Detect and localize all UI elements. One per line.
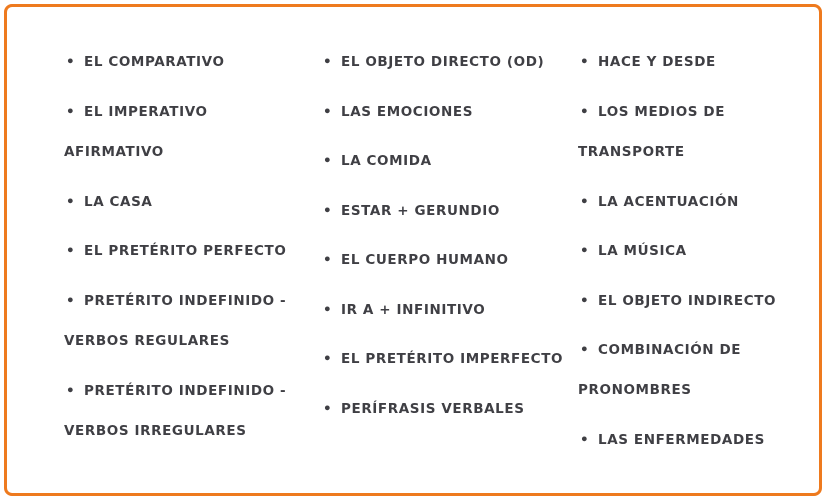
bullet-icon: • (66, 293, 76, 309)
bullet-icon: • (66, 243, 76, 259)
bullet-icon: • (323, 203, 333, 219)
topic-label: HACE Y DESDE (598, 54, 716, 70)
bullet-icon: • (580, 243, 590, 259)
topic-label: EL CUERPO HUMANO (341, 252, 509, 268)
topic-link[interactable] (578, 182, 813, 222)
bullet-icon: • (323, 302, 333, 318)
topic-label: LA MÚSICA (598, 243, 687, 259)
topic-label: EL PRETÉRITO PERFECTO (84, 243, 287, 259)
topics-card (4, 4, 822, 496)
topic-link[interactable] (578, 42, 813, 82)
topic-label: EL OBJETO DIRECTO (OD) (341, 54, 545, 70)
bullet-icon: • (580, 432, 590, 448)
topic-label: EL PRETÉRITO IMPERFECTO (341, 351, 564, 367)
topic-label: COMBINACIÓN DE PRONOMBRES (578, 342, 742, 398)
bullet-icon: • (323, 153, 333, 169)
bullet-icon: • (66, 54, 76, 70)
topic-link[interactable] (321, 339, 566, 379)
topic-link[interactable] (578, 281, 813, 321)
topic-link[interactable] (321, 240, 566, 280)
topic-label: PRETÉRITO INDEFINIDO - VERBOS IRREGULARES (64, 383, 287, 439)
topic-link[interactable] (64, 182, 304, 222)
topic-label: LA CASA (84, 194, 153, 210)
topic-link[interactable] (64, 92, 304, 172)
topic-link[interactable] (64, 42, 304, 82)
topic-label: PERÍFRASIS VERBALES (341, 401, 525, 417)
topic-link[interactable] (64, 281, 304, 361)
bullet-icon: • (580, 293, 590, 309)
bullet-icon: • (323, 401, 333, 417)
bullet-icon: • (66, 383, 76, 399)
topic-link[interactable] (64, 371, 304, 451)
topic-label: EL OBJETO INDIRECTO (598, 293, 777, 309)
bullet-icon: • (323, 252, 333, 268)
topic-label: IR A + INFINITIVO (341, 302, 486, 318)
topic-link[interactable] (321, 42, 566, 82)
bullet-icon: • (323, 54, 333, 70)
topic-link[interactable] (578, 420, 813, 460)
topic-link[interactable] (64, 231, 304, 271)
topic-label: LA ACENTUACIÓN (598, 194, 739, 210)
topic-label: LAS ENFERMEDADES (598, 432, 765, 448)
topic-link[interactable] (321, 92, 566, 132)
topic-label: PRETÉRITO INDEFINIDO - VERBOS REGULARES (64, 293, 287, 349)
bullet-icon: • (580, 54, 590, 70)
topic-label: EL IMPERATIVO AFIRMATIVO (64, 104, 208, 160)
bullet-icon: • (66, 104, 76, 120)
bullet-icon: • (580, 194, 590, 210)
bullet-icon: • (323, 104, 333, 120)
topic-link[interactable] (321, 290, 566, 330)
topic-label: LA COMIDA (341, 153, 432, 169)
topic-label: EL COMPARATIVO (84, 54, 225, 70)
topic-link[interactable] (321, 141, 566, 181)
bullet-icon: • (66, 194, 76, 210)
bullet-icon: • (580, 104, 590, 120)
topic-link[interactable] (321, 191, 566, 231)
topic-link[interactable] (321, 389, 566, 429)
topic-link[interactable] (578, 231, 813, 271)
topic-label: LAS EMOCIONES (341, 104, 474, 120)
topic-label: ESTAR + GERUNDIO (341, 203, 500, 219)
bullet-icon: • (323, 351, 333, 367)
topic-link[interactable] (578, 92, 758, 172)
topic-label: LOS MEDIOS DE TRANSPORTE (578, 104, 726, 160)
bullet-icon: • (580, 342, 590, 358)
topic-link[interactable] (578, 330, 758, 410)
